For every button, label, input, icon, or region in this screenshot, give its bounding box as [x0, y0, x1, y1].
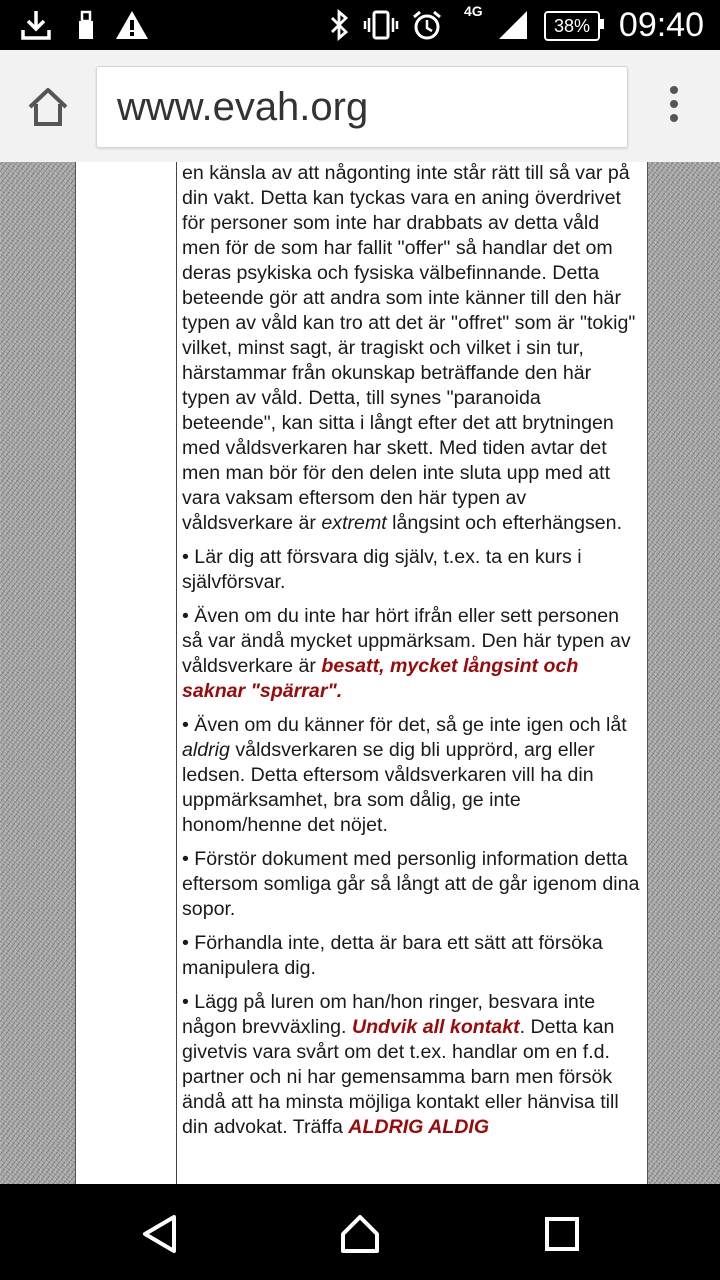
signal-icon: [496, 8, 530, 42]
bullet-self-defense: • Lär dig att försvara dig själv, t.ex. ta en kurs i självförsvar.: [182, 546, 582, 593]
back-button[interactable]: [140, 1214, 180, 1254]
web-content[interactable]: [0, 162, 720, 1184]
address-bar[interactable]: [96, 66, 628, 148]
overflow-menu-button[interactable]: [664, 86, 684, 130]
back-triangle-icon: [140, 1214, 180, 1254]
home-icon: [26, 86, 70, 128]
home-button[interactable]: [26, 86, 70, 128]
sim-usb-icon: [72, 8, 100, 42]
home-nav-button[interactable]: [340, 1214, 380, 1254]
menu-dot-icon: [670, 86, 678, 94]
bullet-stay-alert: • Även om du inte har hört ifrån eller sett personen så var ändå mycket uppmärksam. Den här typen av våldsverkare är besatt, mycket långsint och saknar "spärrar".: [182, 605, 631, 702]
left-sidebar-column: [76, 162, 177, 1184]
bullet-avoid-contact: • Lägg på luren om han/hon ringer, besvara inte någon brevväxling. Undvik all kontakt. Detta kan givetvis vara svårt om det t.ex. handlar om en f.d. partner och ni har gemensamma barn men försök ändå att ha minsta möjliga kontakt eller hänvisa till din advokat. Träffa ALDRIG ALDIG: [182, 991, 619, 1138]
recents-button[interactable]: [542, 1214, 582, 1254]
bluetooth-icon: [326, 8, 352, 42]
clock: 09:40: [618, 6, 704, 44]
navigation-bar: [0, 1184, 720, 1280]
alarm-icon: [410, 8, 444, 42]
vibrate-icon: [362, 8, 400, 42]
status-bar: [0, 0, 720, 50]
bullet-no-negotiation: • Förhandla inte, detta är bara ett sätt att försöka manipulera dig.: [182, 932, 603, 979]
recents-square-icon: [542, 1214, 582, 1254]
bullet-no-reaction: • Även om du känner för det, så ge inte igen och låt aldrig våldsverkaren se dig bli upprörd, arg eller ledsen. Detta eftersom våldsverkaren vill ha din uppmärksamhet, bra som dålig, ge inte honom/henne det nöjet.: [182, 714, 627, 836]
battery-nub: [600, 19, 604, 29]
battery-icon: 38%: [544, 11, 600, 41]
menu-dot-icon: [670, 100, 678, 108]
download-icon: [18, 8, 54, 42]
warning-icon: [114, 8, 150, 42]
bullet-destroy-documents: • Förstör dokument med personlig information detta eftersom somliga går så långt att de går igenom dina sopor.: [182, 848, 640, 920]
page-column: [75, 162, 648, 1184]
menu-dot-icon: [670, 114, 678, 122]
url-text: www.evah.org: [117, 85, 369, 129]
article-body: [182, 162, 640, 1149]
browser-toolbar: [0, 50, 720, 163]
paragraph-intro: en känsla av att någonting inte står rätt till så var på din vakt. Detta kan tyckas vara en aning överdrivet för personer som inte har drabbats av detta våld men för de som har fallit "offer" så handlar det om deras psykiska och fysiska välbefinnande. Detta beteende gör att andra som inte känner till den här typen av våld kan tro att det är "offret" som är "tokig" vilket, minst sagt, är tragiskt och vilket i sin tur, härstammar från okunskap beträffande den här typen av våld. Detta, till synes "paranoida beteende", kan sitta i långt efter det att brytningen med våldsverkaren har skett. Med tiden avtar det men man bör för den delen inte sluta upp med att vara vaksam eftersom den här typen av våldsverkare är extremt långsint och efterhängsen.: [182, 162, 636, 534]
network-type: 4G: [464, 3, 483, 19]
home-nav-icon: [340, 1214, 380, 1254]
